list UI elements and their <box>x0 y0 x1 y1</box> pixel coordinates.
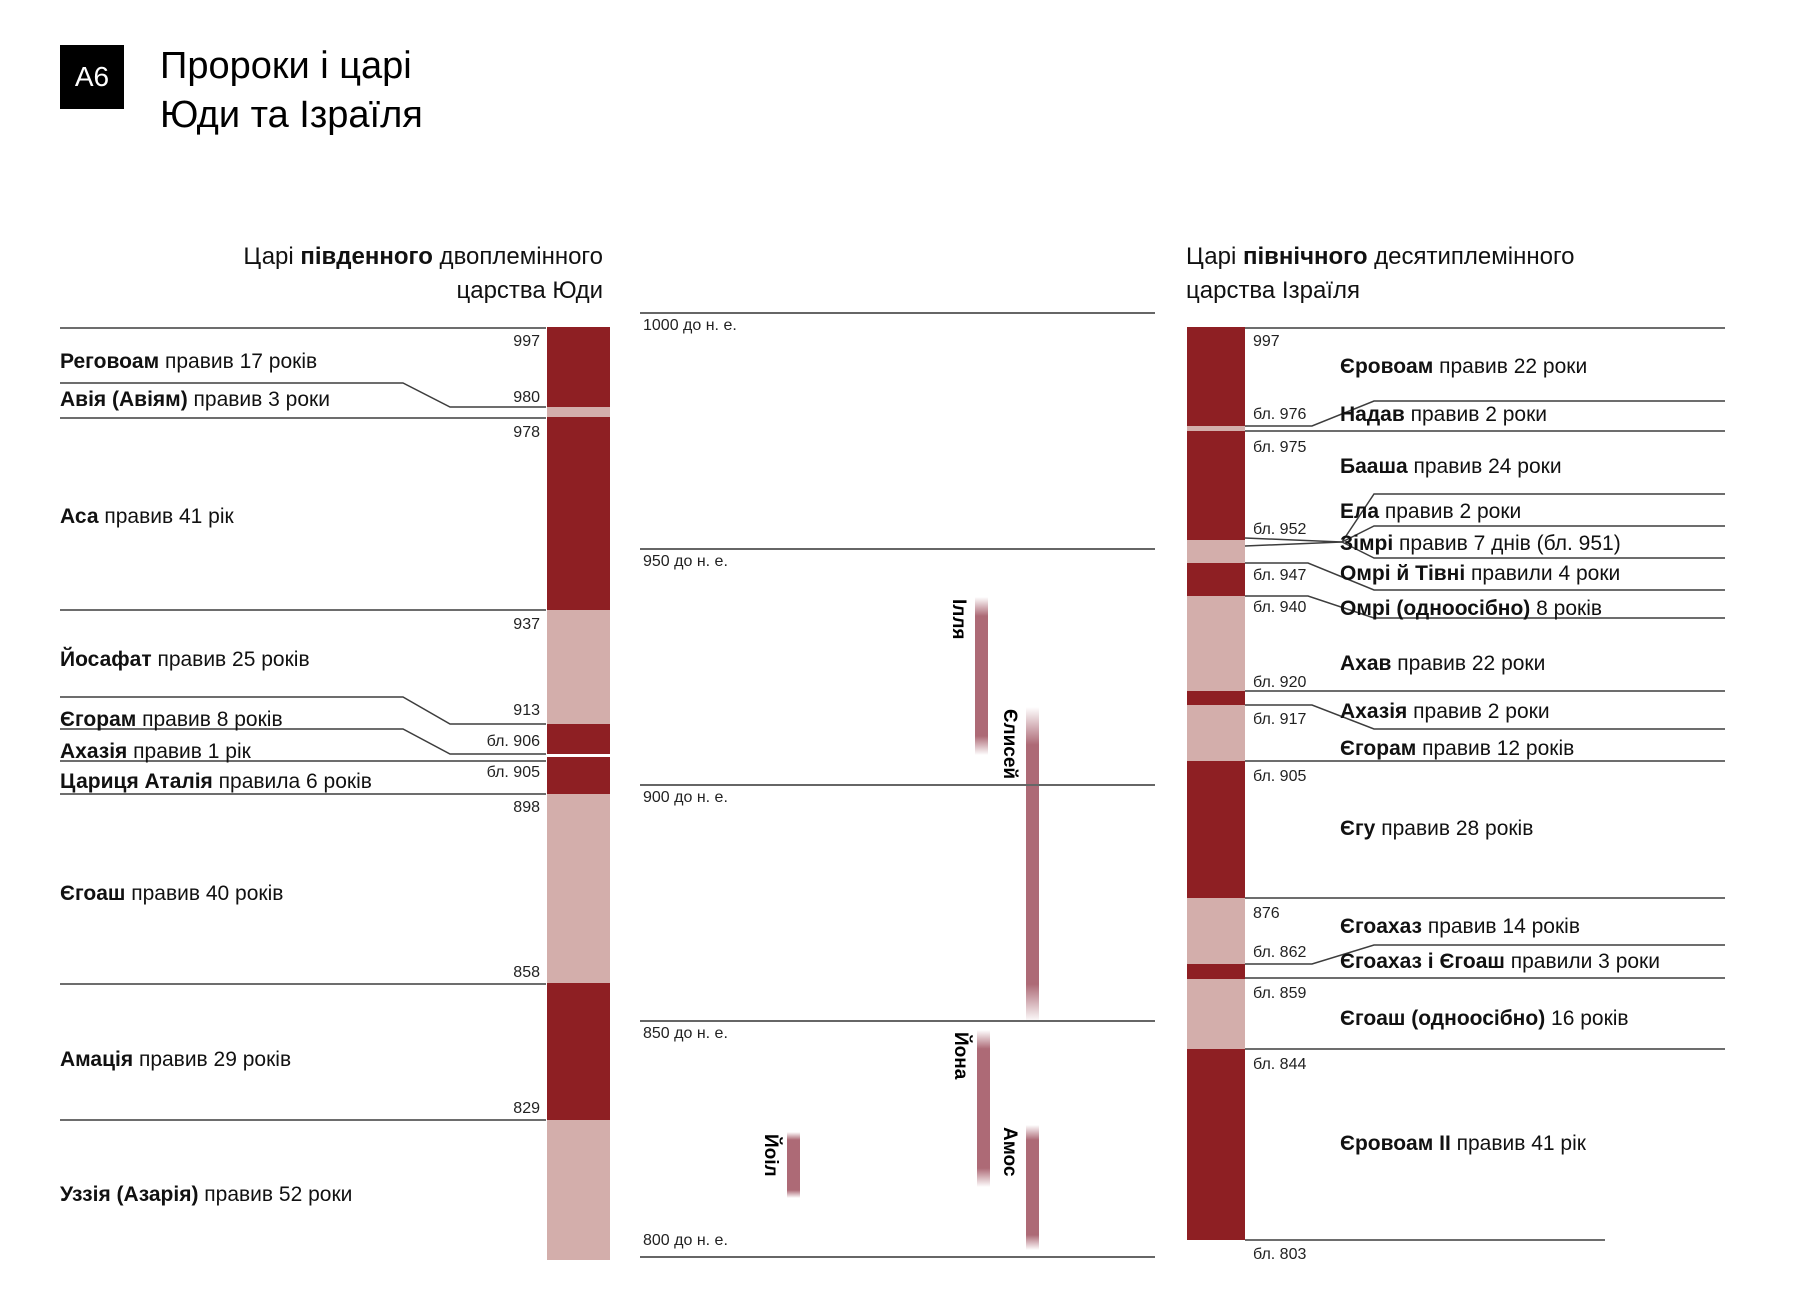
king-name: Авія (Авіям) <box>60 388 188 411</box>
israel-king-row <box>1340 455 1562 479</box>
israel-king-row <box>1340 500 1521 524</box>
king-reign-text: правили 4 роки <box>1465 562 1621 585</box>
king-name: Уззія (Азарія) <box>60 1183 199 1206</box>
prophet-name-label: Ілля <box>948 599 969 640</box>
judah-reign-segment <box>547 417 610 611</box>
king-name: Єгорам <box>60 708 137 731</box>
king-name: Аса <box>60 505 99 528</box>
israel-reign-segment <box>1187 431 1245 540</box>
prophet-ministry-bar <box>975 597 988 755</box>
page-title-line2: Юди та Ізраїля <box>160 94 423 136</box>
judah-king-row <box>60 882 283 906</box>
israel-header-line2: царства Ізраїля <box>1186 277 1360 304</box>
judah-reign-segment <box>547 761 610 794</box>
king-reign-text: 8 років <box>1530 597 1603 620</box>
king-name: Цариця Аталія <box>60 770 213 793</box>
israel-king-row <box>1340 915 1580 939</box>
israel-king-row <box>1340 403 1547 427</box>
israel-year-label: бл. 947 <box>1253 567 1307 584</box>
judah-king-row <box>60 648 310 672</box>
judah-year-label: 997 <box>513 333 540 350</box>
king-name: Йосафат <box>60 648 152 671</box>
king-name: Надав <box>1340 403 1405 426</box>
king-reign-text: правив 12 років <box>1416 737 1575 760</box>
king-name: Омрі й Тівні <box>1340 562 1466 585</box>
timeline-year-label: 850 до н. е. <box>643 1025 728 1042</box>
prophet-ministry-bar <box>1026 707 1039 1022</box>
judah-year-label: 980 <box>513 389 540 406</box>
israel-reign-segment <box>1187 327 1245 426</box>
king-name: Ахазія <box>60 740 128 763</box>
prophet-name-label: Йона <box>950 1032 971 1080</box>
king-name: Ахазія <box>1340 700 1408 723</box>
israel-year-label: бл. 920 <box>1253 674 1307 691</box>
israel-king-row <box>1340 817 1533 841</box>
israel-reign-segment <box>1187 705 1245 762</box>
israel-reign-segment <box>1187 691 1245 705</box>
israel-end-year-label: бл. 803 <box>1253 1246 1307 1263</box>
judah-reign-segment <box>547 983 610 1120</box>
king-name: Єгоахаз <box>1340 915 1422 938</box>
king-reign-text: правив 41 рік <box>98 505 234 528</box>
king-reign-text: правила 6 років <box>212 770 372 793</box>
judah-year-label: 898 <box>513 799 540 816</box>
judah-header-line2: царства Юди <box>456 277 603 304</box>
israel-year-label: 876 <box>1253 905 1280 922</box>
prophet-name-label: Амос <box>999 1127 1020 1177</box>
judah-reign-segment <box>547 407 610 416</box>
israel-reign-segment <box>1187 563 1245 596</box>
judah-reign-segment <box>547 794 610 983</box>
page-title <box>160 42 423 140</box>
king-reign-text: правив 28 років <box>1375 817 1534 840</box>
israel-reign-segment <box>1187 898 1245 964</box>
judah-king-row <box>60 1048 291 1072</box>
king-reign-text: правив 2 роки <box>1407 700 1550 723</box>
king-name: Єгоаш <box>60 882 126 905</box>
timeline-year-label: 900 до н. е. <box>643 789 728 806</box>
prophet-ministry-bar <box>787 1132 800 1198</box>
israel-reign-segment <box>1187 964 1245 978</box>
king-name: Амація <box>60 1048 134 1071</box>
israel-year-label: бл. 976 <box>1253 406 1307 423</box>
king-reign-text: правив 52 роки <box>198 1183 353 1206</box>
israel-reign-segment <box>1187 979 1245 1050</box>
judah-header-line1: Царі південного двоплемінного <box>243 243 603 270</box>
israel-year-label: бл. 952 <box>1253 521 1307 538</box>
judah-king-row <box>60 708 283 732</box>
judah-column-header <box>160 240 603 308</box>
section-badge: А6 <box>60 45 124 109</box>
king-reign-text: правив 2 роки <box>1404 403 1547 426</box>
judah-year-label: 937 <box>513 616 540 633</box>
israel-king-row <box>1340 1007 1629 1031</box>
israel-year-label: бл. 844 <box>1253 1056 1307 1073</box>
king-reign-text: правив 3 роки <box>187 388 330 411</box>
israel-king-row <box>1340 652 1545 676</box>
israel-year-label: бл. 859 <box>1253 985 1307 1002</box>
timeline-year-label: 950 до н. е. <box>643 553 728 570</box>
judah-year-label: 829 <box>513 1100 540 1117</box>
israel-year-label: бл. 975 <box>1253 439 1307 456</box>
king-reign-text: 16 років <box>1545 1007 1629 1030</box>
judah-year-label: бл. 906 <box>486 733 540 750</box>
king-name: Єгорам <box>1340 737 1417 760</box>
judah-year-label: бл. 905 <box>486 764 540 781</box>
king-reign-text: правив 25 років <box>151 648 310 671</box>
israel-reign-segment <box>1187 1049 1245 1240</box>
judah-king-row <box>60 388 330 412</box>
judah-year-label: 978 <box>513 424 540 441</box>
israel-king-row <box>1340 355 1587 379</box>
judah-reign-segment <box>547 327 610 407</box>
king-reign-text: правив 22 роки <box>1391 652 1546 675</box>
king-name: Єровоам II <box>1340 1132 1451 1155</box>
judah-king-row <box>60 350 317 374</box>
king-reign-text: правив 1 рік <box>127 740 251 763</box>
king-name: Бааша <box>1340 455 1408 478</box>
king-reign-text: правив 7 днів (бл. 951) <box>1393 532 1621 555</box>
israel-king-row <box>1340 1132 1586 1156</box>
timeline-year-label: 1000 до н. е. <box>643 317 737 334</box>
king-reign-text: правив 29 років <box>133 1048 292 1071</box>
israel-year-label: 997 <box>1253 333 1280 350</box>
israel-reign-segment <box>1187 596 1245 690</box>
israel-column-header <box>1186 240 1726 308</box>
israel-king-row <box>1340 532 1621 556</box>
judah-king-row <box>60 740 251 764</box>
judah-reign-segment <box>547 1120 610 1260</box>
prophet-ministry-bar <box>977 1030 990 1187</box>
king-reign-text: правив 40 років <box>125 882 284 905</box>
king-name: Омрі (одноосібно) <box>1340 597 1531 620</box>
israel-king-row <box>1340 737 1574 761</box>
timeline-year-label: 800 до н. е. <box>643 1232 728 1249</box>
king-reign-text: правив 41 рік <box>1450 1132 1586 1155</box>
king-reign-text: правив 2 роки <box>1379 500 1522 523</box>
king-name: Ела <box>1340 500 1380 523</box>
king-name: Єгоаш (одноосібно) <box>1340 1007 1546 1030</box>
israel-king-row <box>1340 950 1660 974</box>
king-name: Ахав <box>1340 652 1392 675</box>
king-name: Реговоам <box>60 350 160 373</box>
judah-year-label: 858 <box>513 964 540 981</box>
israel-header-line1: Царі північного десятиплемінного <box>1186 243 1575 270</box>
israel-king-row <box>1340 597 1602 621</box>
king-reign-text: правив 8 років <box>136 708 283 731</box>
judah-year-label: 913 <box>513 702 540 719</box>
prophet-ministry-bar <box>1026 1125 1039 1250</box>
king-name: Єгоахаз і Єгоаш <box>1340 950 1505 973</box>
judah-king-row <box>60 1183 352 1207</box>
king-reign-text: правили 3 роки <box>1504 950 1660 973</box>
king-name: Єгу <box>1340 817 1376 840</box>
king-reign-text: правив 22 роки <box>1433 355 1588 378</box>
israel-king-row <box>1340 562 1620 586</box>
king-reign-text: правив 17 років <box>159 350 318 373</box>
israel-reign-segment <box>1187 544 1245 563</box>
judah-king-row <box>60 770 372 794</box>
prophet-name-label: Єлисей <box>999 709 1020 780</box>
israel-reign-segment <box>1187 761 1245 898</box>
israel-year-label: бл. 917 <box>1253 711 1307 728</box>
page-title-line1: Пророки і царі <box>160 45 412 87</box>
israel-year-label: бл. 862 <box>1253 944 1307 961</box>
king-reign-text: правив 14 років <box>1421 915 1580 938</box>
israel-king-row <box>1340 700 1550 724</box>
king-reign-text: правив 24 роки <box>1407 455 1562 478</box>
israel-year-label: бл. 940 <box>1253 599 1307 616</box>
judah-reign-segment <box>547 724 610 757</box>
king-name: Єровоам <box>1340 355 1434 378</box>
judah-reign-segment <box>547 610 610 723</box>
king-name: Зімрі <box>1340 532 1394 555</box>
prophet-name-label: Йоіл <box>760 1134 781 1177</box>
israel-year-label: бл. 905 <box>1253 768 1307 785</box>
judah-king-row <box>60 505 234 529</box>
